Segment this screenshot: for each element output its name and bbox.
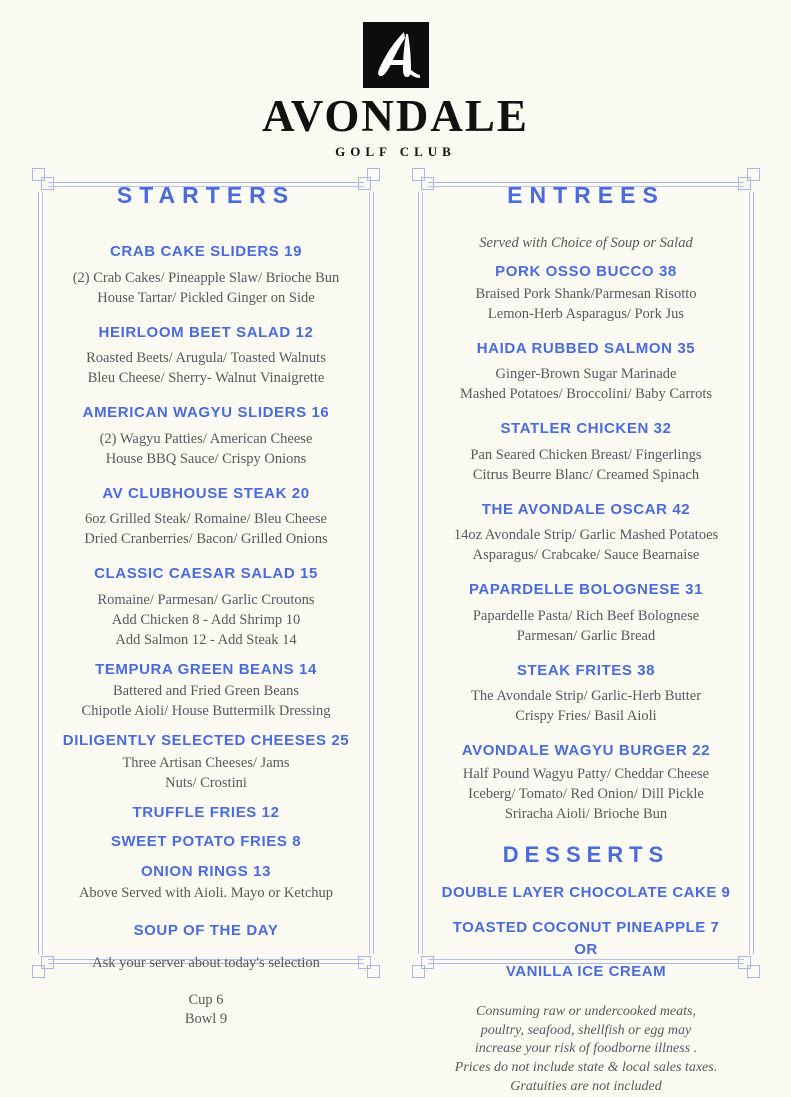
menu-item-desc: Braised Pork Shank/Parmesan Risotto Lemon-Herb Asparagus/ Pork Jus [475,285,697,322]
menu-item [428,262,744,324]
section-title-entrees: ENTREES [507,182,665,208]
menu-item [48,403,364,469]
menu-item-desc: Ask your server about today's selection [92,954,320,971]
menu-item-desc: 14oz Avondale Strip/ Garlic Mashed Potatoes Asparagus/ Crabcake/ Sauce Bearnaise [453,527,719,564]
menu-item [48,862,364,904]
menu-item-name: TRUFFLE FRIES 12 [132,803,280,821]
menu-item-desc: Ginger-Brown Sugar Marinade Mashed Potatoes/ Broccolini/ Baby Carrots [459,366,713,403]
soup-prices: Cup 6 Bowl 9 [184,991,228,1028]
menu-item [428,419,744,485]
menu-item [48,323,364,389]
menu-item [48,564,364,650]
menu-item-name: PORK OSSO BUCCO 38 [495,263,677,281]
legal-disclaimer: Consuming raw or undercooked meats, poultry, seafood, shellfish or egg may increase your risk of foodborne illness . Prices do not include state & local sales taxes. Gratuities are not included [454,1003,718,1095]
menu-item [428,661,744,727]
avondale-monogram-a-icon [363,22,429,88]
menu-item [48,660,364,722]
menu-item-name: THE AVONDALE OSCAR 42 [481,500,691,518]
menu-item-name: HAIDA RUBBED SALMON 35 [476,339,696,357]
menu-item-desc: Above Served with Aioli. Mayo or Ketchup [78,885,334,901]
menu-item-desc: 6oz Grilled Steak/ Romaine/ Bleu Cheese Dried Cranberries/ Bacon/ Grilled Onions [84,511,328,547]
menu-item-name: TEMPURA GREEN BEANS 14 [95,660,317,678]
menu-item [48,803,364,823]
menu-item-name: PAPARDELLE BOLOGNESE 31 [468,581,704,599]
menu-item-desc: Pan Seared Chicken Breast/ Fingerlings Citrus Beurre Blanc/ Creamed Spinach [470,446,702,483]
section-title-desserts: DESSERTS [502,841,670,867]
menu-item-desc: (2) Wagyu Patties/ American Cheese House BBQ Sauce/ Crispy Onions [99,430,313,467]
brand-subtitle: GOLF CLUB [335,144,456,159]
menu-item-name: CRAB CAKE SLIDERS 19 [109,243,303,260]
section-title-starters: STARTERS [116,182,296,208]
menu-item [48,832,364,852]
brand-header [0,22,791,160]
menu-item [428,741,744,824]
menu-item-desc: Half Pound Wagyu Patty/ Cheddar Cheese Iceberg/ Tomato/ Red Onion/ Dill Pickle Sriracha Aioli/ Brioche Bun [462,765,710,822]
menu-item-name: AMERICAN WAGYU SLIDERS 16 [82,404,330,421]
menu-item-name: DILIGENTLY SELECTED CHEESES 25 [62,732,350,749]
menu-item-name: SOUP OF THE DAY [133,922,279,939]
dessert-item: TOASTED COCONUT PINEAPPLE 7 OR VANILLA ICE CREAM [452,919,720,980]
menu-item-desc: Papardelle Pasta/ Rich Beef Bolognese Parmesan/ Garlic Bread [472,607,700,644]
menu-item-name: AV CLUBHOUSE STEAK 20 [102,484,310,502]
menu-item-desc: Romaine/ Parmesan/ Garlic Croutons Add Chicken 8 - Add Shrimp 10 Add Salmon 12 - Add Steak 14 [97,591,315,648]
menu-item-name: ONION RINGS 13 [140,862,272,880]
starters-panel [32,168,380,1028]
menu-item [48,731,364,793]
menu-item-desc: Battered and Fried Green Beans Chipotle Aioli/ House Buttermilk Dressing [81,683,331,719]
dessert-item: DOUBLE LAYER CHOCOLATE CAKE 9 [441,883,731,901]
entrees-content [428,216,744,1095]
menu-item-name: HEIRLOOM BEET SALAD 12 [98,323,314,341]
menu-item-name: CLASSIC CAESAR SALAD 15 [94,565,318,582]
menu-item [428,339,744,405]
entrees-panel [412,168,760,1095]
brand-name: AVONDALE [262,91,529,141]
menu-item [428,580,744,646]
menu-item [48,484,364,550]
menu-item-name: STEAK FRITES 38 [516,661,656,679]
menu-item-name: STATLER CHICKEN 32 [500,420,672,438]
starters-content [48,216,364,1028]
menu-item-desc: The Avondale Strip/ Garlic-Herb Butter Crispy Fries/ Basil Aioli [470,688,702,725]
menu-item-desc: Roasted Beets/ Arugula/ Toasted Walnuts Bleu Cheese/ Sherry- Walnut Vinaigrette [86,350,326,386]
entrees-note: Served with Choice of Soup or Salad [479,235,693,251]
menu-item-desc: Three Artisan Cheeses/ Jams Nuts/ Crostini [122,754,290,791]
menu-item [48,921,364,973]
menu-item [428,500,744,566]
menu-item-desc: (2) Crab Cakes/ Pineapple Slaw/ Brioche Bun House Tartar/ Pickled Ginger on Side [72,269,340,306]
menu-item [48,242,364,308]
menu-item-name: AVONDALE WAGYU BURGER 22 [461,742,711,760]
menu-item-name: SWEET POTATO FRIES 8 [110,833,302,850]
